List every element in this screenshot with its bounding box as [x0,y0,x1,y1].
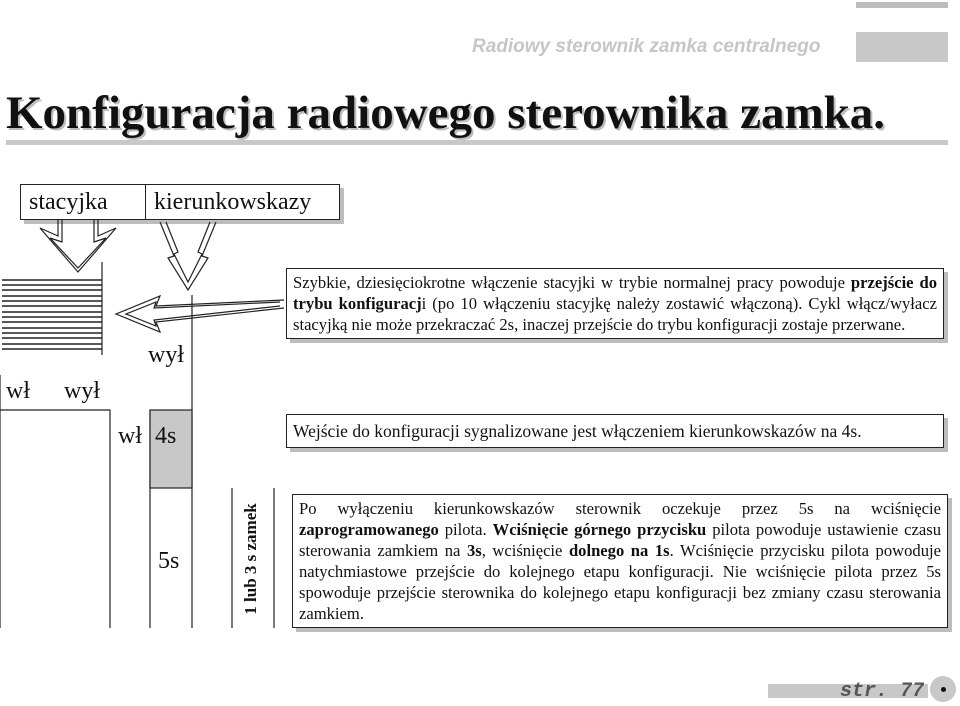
label-lock-vertical: 1 lub 3 s zamek [241,503,260,615]
label-4s: 4s [155,423,177,449]
arrow-down-icon [40,220,116,272]
text-p3-i: . Wciśnięcie przycisku pilota powoduje natychmiastowe przejście do kolejnego etapu konfiguracji. Nie wciśnięcie pilota przez 5s spowoduje przejście sterownika do kolejnego etapu konfiguracji bez zmiany czasu sterowania zamkiem. [299,541,941,623]
text-p3-c: pilota. [438,520,493,539]
text-p1-c: i (po 10 włączeniu stacyjkę należy zostawić włączoną). Cykl włącz/wyłacz stacyjką nie może przekraczać 2s, inaczej przejście do trybu konfiguracji zostaje przerwane. [293,294,937,334]
text-p1-a: Szybkie, dziesięciokrotne włączenie stacyjki w trybie normalnej pracy powoduje [293,273,851,292]
ignition-pulses [2,280,102,349]
arrow-down-icon [160,222,216,290]
label-indicators: kierunkowskazy [145,184,340,220]
text-box-remote [292,494,948,628]
page-number: str. 77 [840,680,925,703]
text-p3-h: dolnego na 1s [568,541,670,560]
label-ignition: stacyjka [20,184,148,220]
text-p3-d: Wciśnięcie górnego przycisku [492,520,707,539]
label-5s: 5s [158,548,180,574]
text-box-signal [286,414,944,448]
text-p1-b: przejście do trybu konfiguracj [293,273,937,313]
label-on-mid: wł [118,423,142,449]
page-dot-icon [930,676,956,702]
text-p3-f: 3s [466,541,482,560]
label-off-top: wył [148,342,184,368]
text-box-config-entry [286,268,944,339]
text-p3-b: zaprogramowanego [299,520,439,539]
text-p3-g: , wciśnięcie [481,541,569,560]
text-p2: Wejście do konfiguracji sygnalizowane jest włączeniem kierunkowskazów na 4s. [293,421,862,441]
label-on-left: wł [6,378,30,404]
label-off-left: wył [64,378,100,404]
text-p3-a: Po wyłączeniu kierunkowskazów sterownik oczekuje przez 5s na wciśnięcie [299,499,941,518]
page-title: Konfiguracja radiowego sterownika zamka. [6,87,886,139]
text-p3-e: pilota powoduje ustawienie czasu sterowania zamkiem na [299,520,941,560]
header-subtitle: Radiowy sterownik zamka centralnego [472,36,821,57]
arrow-left-icon [116,296,284,332]
